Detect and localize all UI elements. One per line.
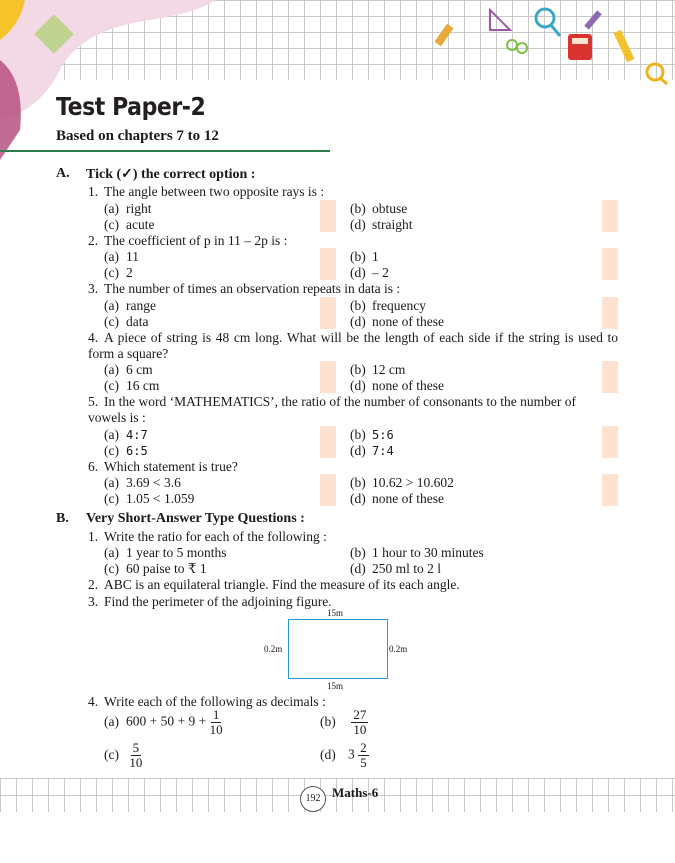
option-c: (c) 16 cm	[104, 378, 160, 393]
fraction: $\frac{2}{5}$	[360, 740, 367, 770]
pencil-icon	[434, 24, 453, 47]
option-a: (a) 1 year to 5 months	[104, 545, 227, 560]
fraction: $\frac{27}{10}$	[353, 707, 367, 737]
calculator-icon	[568, 34, 592, 60]
option-b: (b) 1 hour to 30 minutes	[350, 545, 484, 560]
question-number: 1.	[88, 184, 99, 199]
answer-box[interactable]	[602, 264, 618, 280]
option-c: (c) 6:5	[104, 443, 148, 458]
answer-box[interactable]	[320, 216, 336, 232]
option-a: (a) range	[104, 298, 156, 313]
answer-box[interactable]	[320, 361, 336, 377]
search-lens-icon	[647, 64, 667, 84]
option-a: (a) 11	[104, 249, 139, 264]
pen-icon	[584, 10, 601, 29]
question-b1: 1. Write the ratio for each of the following :	[88, 529, 327, 544]
option-c: (c) data	[104, 314, 149, 329]
question-b3: 3. Find the perimeter of the adjoining figure.	[88, 594, 332, 609]
question-a6: 6. Which statement is true?	[88, 459, 238, 474]
option-a: (a) 4:7	[104, 427, 148, 442]
decimal-option-a: (a) 600 + 50 + 9 + $\frac{1}{10}$	[104, 707, 223, 737]
fraction: $\frac{1}{10}$	[209, 707, 223, 737]
answer-box[interactable]	[320, 248, 336, 264]
option-d: (d) straight	[350, 217, 413, 232]
perimeter-figure-rectangle	[288, 619, 388, 679]
section-b-title: Very Short-Answer Type Questions :	[86, 511, 305, 526]
decimal-option-b: (b) $\frac{27}{10}$	[320, 707, 367, 737]
section-a-letter: A.	[56, 166, 70, 181]
page-subtitle: Based on chapters 7 to 12	[56, 128, 219, 144]
option-c: (c) 2	[104, 265, 133, 280]
fraction: $\frac{5}{10}$	[129, 740, 143, 770]
option-b: (b) 12 cm	[350, 362, 406, 377]
answer-box[interactable]	[320, 377, 336, 393]
answer-box[interactable]	[602, 313, 618, 329]
option-b: (b) 1	[350, 249, 379, 264]
title-underline	[0, 150, 330, 152]
option-a: (a) right	[104, 201, 152, 216]
answer-box[interactable]	[602, 248, 618, 264]
figure-left-label: 0.2m	[264, 644, 283, 654]
decimal-option-d: (d) 3 $\frac{2}{5}$	[320, 740, 367, 770]
question-a1	[88, 184, 618, 200]
answer-box[interactable]	[602, 490, 618, 506]
option-c: (c) 1.05 < 1.059	[104, 491, 195, 506]
figure-bottom-label: 15m	[327, 681, 344, 691]
option-d: (d) none of these	[350, 314, 444, 329]
question-text: The angle between two opposite rays is :	[104, 184, 325, 199]
option-c: (c) 60 paise to ₹ 1	[104, 561, 207, 576]
option-d: (d) none of these	[350, 378, 444, 393]
page-number-badge: 192	[300, 786, 326, 812]
option-b: (b) frequency	[350, 298, 426, 313]
ruler-icon	[614, 30, 635, 62]
answer-box[interactable]	[602, 216, 618, 232]
answer-box[interactable]	[602, 361, 618, 377]
answer-box[interactable]	[320, 264, 336, 280]
answer-box[interactable]	[320, 200, 336, 216]
answer-box[interactable]	[602, 474, 618, 490]
option-d: (d) – 2	[350, 265, 389, 280]
magnifier-icon	[536, 9, 560, 36]
question-a5: 5. In the word ‘MATHEMATICS’, the ratio of the number of consonants to the number of vowels is :	[88, 394, 577, 425]
option-d: (d) 250 ml to 2 l	[350, 561, 442, 576]
answer-box[interactable]	[602, 377, 618, 393]
answer-box[interactable]	[320, 297, 336, 313]
answer-box[interactable]	[320, 426, 336, 442]
section-a-title: Tick (✓) the correct option :	[86, 167, 256, 182]
answer-box[interactable]	[602, 200, 618, 216]
book-name: Maths-6	[332, 785, 379, 800]
option-b: (b) 10.62 > 10.602	[350, 475, 454, 490]
question-a4: 4. A piece of string is 48 cm long. What will be the length of each side if the string is used to form a square?	[88, 330, 618, 361]
answer-box[interactable]	[602, 442, 618, 458]
figure-right-label: 0.2m	[389, 644, 408, 654]
option-b: (b) 5:6	[350, 427, 394, 442]
option-d: (d) 7:4	[350, 443, 394, 458]
page-title: Test Paper-2	[56, 92, 206, 121]
answer-box[interactable]	[320, 474, 336, 490]
answer-box[interactable]	[602, 426, 618, 442]
question-a3: 3. The number of times an observation repeats in data is :	[88, 281, 401, 296]
question-b4: 4. Write each of the following as decimals :	[88, 694, 326, 709]
decimal-option-c: (c) $\frac{5}{10}$	[104, 740, 143, 770]
scissors-icon	[507, 40, 527, 53]
question-b2: 2. ABC is an equilateral triangle. Find the measure of its each angle.	[88, 577, 460, 592]
answer-box[interactable]	[602, 297, 618, 313]
answer-box[interactable]	[320, 490, 336, 506]
option-d: (d) none of these	[350, 491, 444, 506]
option-a: (a) 3.69 < 3.6	[104, 475, 181, 490]
answer-box[interactable]	[320, 442, 336, 458]
option-c: (c) acute	[104, 217, 155, 232]
question-a2: 2. The coefficient of p in 11 – 2p is :	[88, 233, 288, 248]
figure-top-label: 15m	[327, 608, 344, 618]
option-a: (a) 6 cm	[104, 362, 153, 377]
set-square-icon	[490, 10, 510, 30]
option-b: (b) obtuse	[350, 201, 408, 216]
answer-box[interactable]	[320, 313, 336, 329]
section-b-letter: B.	[56, 511, 69, 526]
